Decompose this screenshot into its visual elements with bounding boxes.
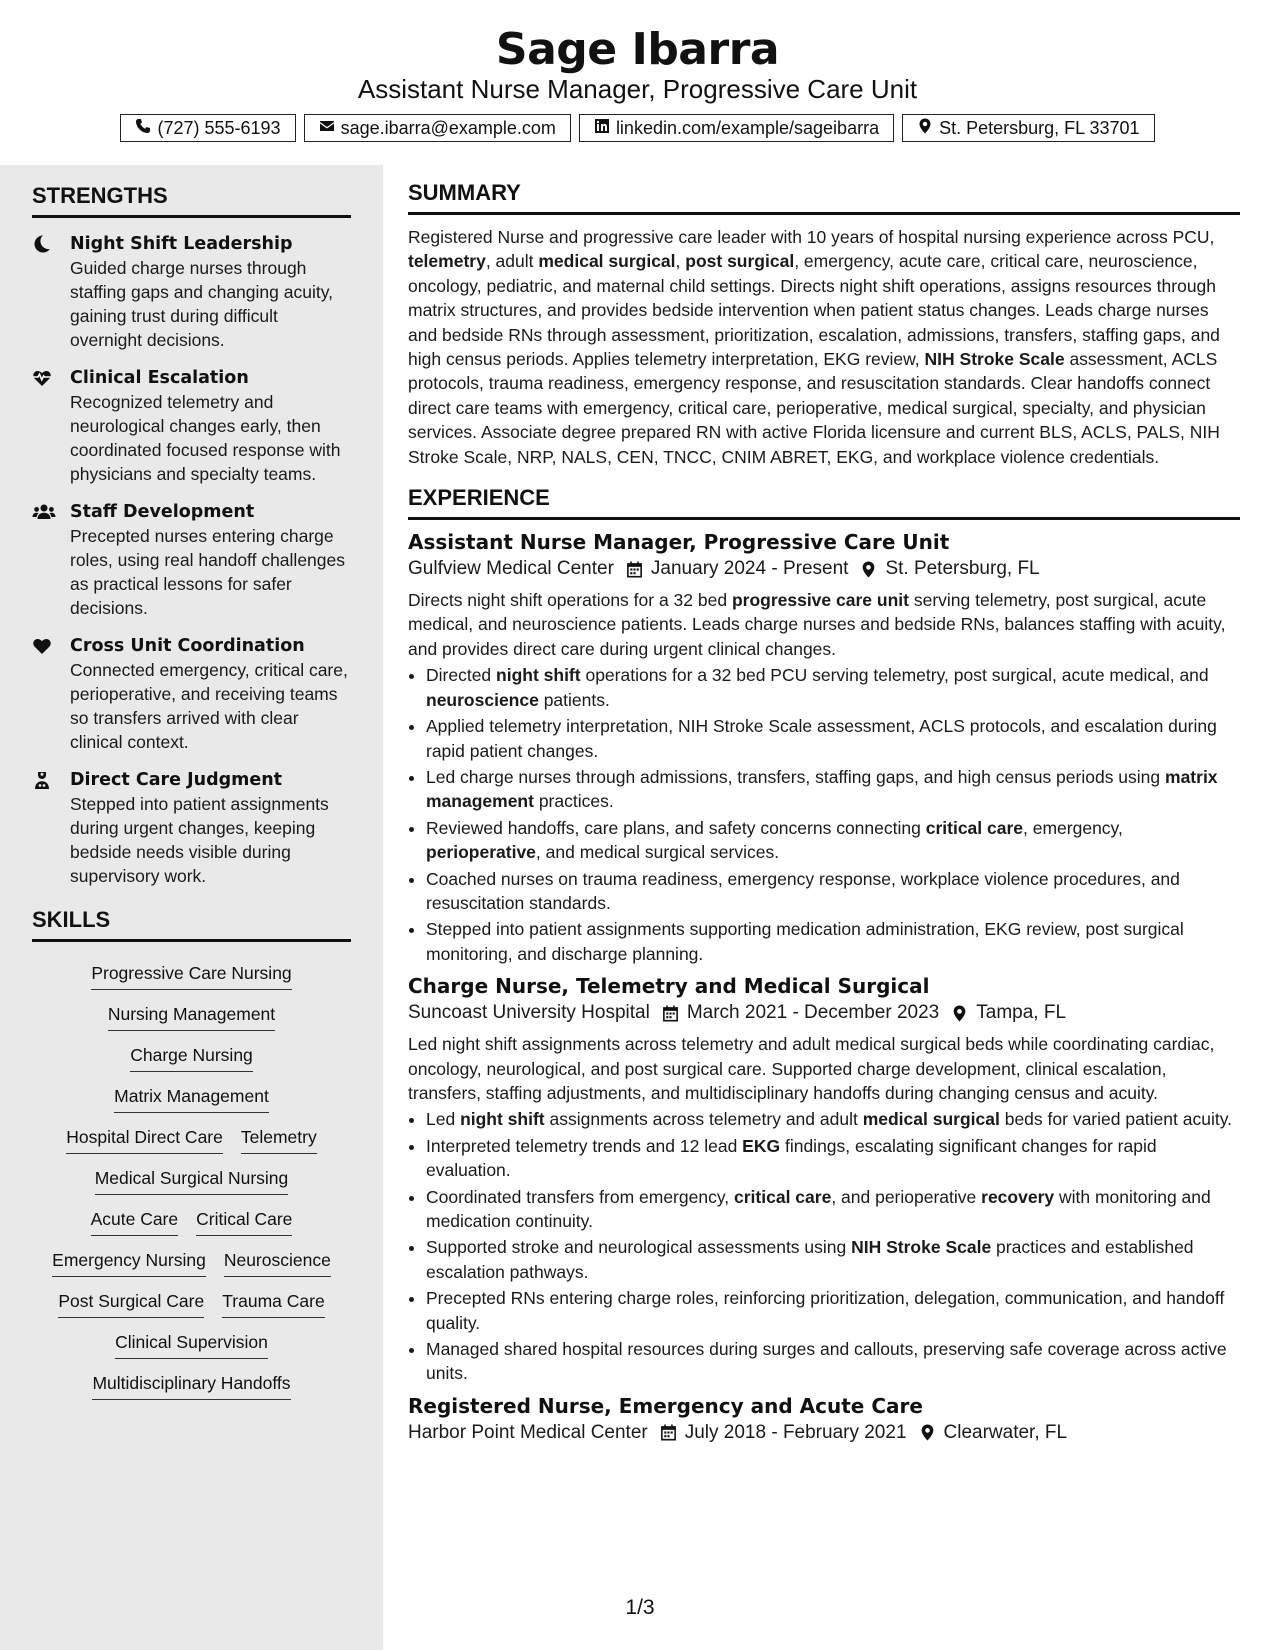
skill-tag: Critical Care: [196, 1206, 292, 1236]
map-pin-icon: [917, 118, 933, 139]
job-meta: [408, 1002, 1240, 1024]
job-title: Registered Nurse, Emergency and Acute Care: [408, 1393, 923, 1418]
text-run: Registered Nurse and progressive care leader with 10 years of hospital nursing experience across PCU,: [408, 227, 1215, 247]
skills-list: [32, 960, 351, 1400]
main-content: [408, 180, 1240, 1452]
emphasis-text: progressive care unit: [731, 590, 909, 611]
contact-linkedin-text: linkedin.com/example/sageibarra: [615, 117, 880, 138]
contact-location: [902, 114, 1154, 142]
text-run: findings, escalating significant changes for rapid evaluation.: [426, 1135, 1157, 1181]
bullet-item: [426, 663, 1240, 712]
text-run: Led night shift assignments across telemetry and adult medical surgical beds while coordinating cardiac, oncology, neurological, and post surgical care. Supported charge development, clinical escalation, transfers, staffing adjustments, and multidisciplinary handoffs during changing census and acuity.: [408, 1034, 1215, 1103]
job-entry: [408, 974, 1240, 1386]
skill-tag: Nursing Management: [108, 1001, 275, 1031]
strength-item: [32, 366, 351, 486]
skill-tag: Charge Nursing: [130, 1042, 253, 1072]
skill-row: [114, 1083, 269, 1113]
heart-icon: [32, 634, 56, 754]
strengths-section: [32, 183, 351, 902]
skill-row: [115, 1329, 268, 1359]
bullet-item: [426, 917, 1240, 966]
text-run: , and perioperative: [831, 1186, 982, 1207]
job-location: Tampa, FL: [976, 1002, 1067, 1024]
skill-row: [92, 1370, 290, 1400]
map-pin-icon: [919, 1424, 936, 1441]
job-meta: [408, 558, 1240, 580]
text-run: , emergency,: [1023, 817, 1123, 838]
strength-title: Direct Care Judgment: [70, 770, 283, 790]
text-run: with monitoring and medication continuity.: [426, 1186, 1211, 1231]
skill-tag: Matrix Management: [114, 1083, 269, 1113]
strength-title: Cross Unit Coordination: [70, 636, 305, 656]
job-location: Clearwater, FL: [943, 1421, 1068, 1443]
emphasis-text: critical care: [925, 817, 1024, 838]
contact-location-text: St. Petersburg, FL 33701: [939, 117, 1140, 138]
candidate-headline: Assistant Nurse Manager, Progressive Care Unit: [357, 74, 918, 104]
skill-tag: Post Surgical Care: [58, 1288, 204, 1318]
calendar-icon: [626, 561, 643, 578]
sidebar: [0, 165, 383, 1650]
page-number: 1/3: [625, 1596, 655, 1619]
text-run: Led: [426, 1109, 461, 1130]
skill-row: [58, 1288, 324, 1318]
skill-tag: Hospital Direct Care: [66, 1124, 223, 1154]
skill-tag: Multidisciplinary Handoffs: [92, 1370, 290, 1400]
nurse-icon: [32, 768, 56, 888]
strength-description: Precepted nurses entering charge roles, using real handoff challenges as practical lessons for safer decisions.: [70, 526, 346, 618]
bullet-item: [426, 1185, 1240, 1234]
bullet-item: [426, 867, 1240, 916]
text-run: Directs night shift operations for a 32 bed: [408, 590, 732, 611]
text-run: , and medical surgical services.: [535, 842, 780, 863]
skill-tag: Emergency Nursing: [52, 1247, 206, 1277]
moon-icon: [32, 232, 56, 352]
text-run: Stepped into patient assignments supporting medication administration, EKG review, post surgical monitoring, and discharge planning.: [426, 919, 1184, 964]
users-icon: [32, 500, 56, 620]
candidate-name: Sage Ibarra: [495, 24, 780, 75]
text-run: Reviewed handoffs, care plans, and safety concerns connecting: [426, 817, 926, 838]
job-description: [408, 588, 1240, 661]
emphasis-text: EKG: [742, 1135, 781, 1156]
text-run: , emergency, acute care, critical care, neuroscience, oncology, pediatric, and maternal child settings. Directs night shift operations, assigns resources through matrix structures, and provides bedside intervention when patient status changes. Leads charge nurses and bedside RNs through assessment, prioritization, escalation, admissions, transfers, staffing gaps, and high census periods. Applies telemetry interpretation, EKG review,: [408, 251, 1220, 370]
job-bullets: [408, 663, 1240, 966]
text-run: serving telemetry, post surgical, acute medical, and neuroscience patients. Leads charge nurses and bedside RNs, balances staffing with acuity, and provides direct care during urgent clinical changes.: [408, 590, 1226, 659]
job-dates: July 2018 - February 2021: [684, 1421, 907, 1443]
job-title: Assistant Nurse Manager, Progressive Care Unit: [408, 530, 950, 555]
heart-pulse-icon: [32, 366, 56, 486]
skills-heading: SKILLS: [32, 907, 351, 942]
emphasis-text: telemetry: [408, 251, 486, 272]
phone-icon: [135, 118, 151, 139]
linkedin-icon: [594, 118, 610, 139]
strength-item: [32, 768, 351, 888]
emphasis-text: post surgical: [685, 251, 795, 272]
text-run: , adult: [485, 251, 539, 272]
strength-item: [32, 634, 351, 754]
bullet-item: [426, 1286, 1240, 1335]
contact-phone-text: (727) 555-6193: [157, 117, 281, 138]
summary-heading: SUMMARY: [408, 180, 1240, 215]
text-run: Coordinated transfers from emergency,: [426, 1186, 735, 1207]
skill-tag: Acute Care: [91, 1206, 179, 1236]
skill-row: [52, 1247, 331, 1277]
job-entry: [408, 530, 1240, 966]
skill-row: [66, 1124, 316, 1154]
text-run: Coached nurses on trauma readiness, emergency response, workplace violence procedures, and resuscitation standards.: [426, 868, 1180, 913]
bullet-item: [426, 816, 1240, 865]
resume-header: [0, 0, 1275, 165]
contact-phone[interactable]: [120, 114, 295, 142]
text-run: assessment, ACLS protocols, trauma readiness, emergency response, and resuscitation standards. Clear handoffs connect direct care teams with emergency, critical care, perioperative, medical surgical, specialty, and physician services. Associate degree prepared RN with active Florida licensure and current BLS, ACLS, PALS, NIH Stroke Scale, NRP, NALS, CEN, TNCC, CNIM ABRET, EKG, and workplace violence credentials.: [408, 349, 1220, 467]
job-dates: January 2024 - Present: [650, 558, 849, 580]
skill-tag: Progressive Care Nursing: [91, 960, 291, 990]
contact-linkedin[interactable]: [579, 114, 894, 142]
skill-tag: Clinical Supervision: [115, 1329, 268, 1359]
bullet-item: [426, 714, 1240, 763]
strengths-heading: STRENGTHS: [32, 183, 351, 218]
strength-title: Clinical Escalation: [70, 368, 249, 388]
text-run: Applied telemetry interpretation, NIH Stroke Scale assessment, ACLS protocols, and escalation during rapid patient changes.: [426, 716, 1217, 761]
emphasis-text: medical surgical: [862, 1109, 1000, 1130]
emphasis-text: night shift: [496, 665, 581, 686]
skill-row: [95, 1165, 289, 1195]
map-pin-icon: [860, 561, 877, 578]
text-run: assignments across telemetry and adult: [544, 1109, 863, 1130]
map-pin-icon: [951, 1005, 968, 1022]
strength-item: [32, 232, 351, 352]
skill-tag: Telemetry: [241, 1124, 317, 1154]
bullet-item: [426, 765, 1240, 814]
emphasis-text: recovery: [981, 1186, 1055, 1207]
calendar-icon: [660, 1424, 677, 1441]
bullet-item: [426, 1134, 1240, 1183]
experience-list: [408, 530, 1240, 1444]
skill-row: [108, 1001, 275, 1031]
strength-description: Recognized telemetry and neurological changes early, then coordinated focused response with physicians and specialty teams.: [70, 392, 341, 484]
text-run: Supported stroke and neurological assessments using: [426, 1237, 852, 1258]
job-bullets: [408, 1107, 1240, 1385]
envelope-icon: [319, 118, 335, 139]
job-employer: Suncoast University Hospital: [408, 1002, 650, 1024]
text-run: practices and established escalation pathways.: [426, 1237, 1194, 1282]
text-run: patients.: [538, 689, 610, 710]
strength-description: Stepped into patient assignments during urgent changes, keeping bedside needs visible during supervisory work.: [70, 794, 329, 886]
strength-title: Night Shift Leadership: [70, 234, 293, 254]
text-run: Precepted RNs entering charge roles, reinforcing prioritization, delegation, communication, and handoff quality.: [426, 1288, 1225, 1333]
strength-item: [32, 500, 351, 620]
job-location: St. Petersburg, FL: [885, 558, 1040, 580]
text-run: ,: [675, 251, 686, 272]
contact-email[interactable]: [304, 114, 571, 142]
emphasis-text: medical surgical: [538, 251, 676, 272]
bullet-item: [426, 1107, 1240, 1131]
job-dates: March 2021 - December 2023: [686, 1002, 940, 1024]
emphasis-text: critical care: [734, 1186, 832, 1207]
job-entry: [408, 1394, 1240, 1444]
skill-row: [130, 1042, 253, 1072]
emphasis-text: night shift: [460, 1109, 545, 1130]
job-meta: [408, 1422, 1240, 1444]
text-run: practices.: [533, 791, 614, 812]
skills-section: [32, 907, 351, 1400]
text-run: Directed: [426, 665, 497, 686]
text-run: operations for a 32 bed PCU serving telemetry, post surgical, acute medical, and: [580, 665, 1209, 686]
strength-title: Staff Development: [70, 502, 255, 522]
strength-description: Guided charge nurses through staffing gaps and changing acuity, gaining trust during difficult overnight decisions.: [70, 258, 334, 350]
experience-heading: EXPERIENCE: [408, 485, 1240, 520]
job-employer: Harbor Point Medical Center: [408, 1421, 648, 1443]
calendar-icon: [662, 1005, 679, 1022]
text-run: beds for varied patient acuity.: [999, 1109, 1233, 1130]
emphasis-text: neuroscience: [426, 689, 539, 710]
text-run: Managed shared hospital resources during surges and callouts, preserving safe coverage across active units.: [426, 1339, 1227, 1384]
emphasis-text: perioperative: [426, 842, 536, 863]
skill-row: [91, 960, 291, 990]
strength-description: Connected emergency, critical care, perioperative, and receiving teams so transfers arrived with clear clinical context.: [70, 660, 348, 752]
bullet-item: [426, 1235, 1240, 1284]
skill-tag: Medical Surgical Nursing: [95, 1165, 289, 1195]
job-description: [408, 1032, 1240, 1105]
skill-tag: Neuroscience: [224, 1247, 331, 1277]
contact-email-text: sage.ibarra@example.com: [340, 117, 556, 138]
job-title: Charge Nurse, Telemetry and Medical Surgical: [408, 974, 930, 999]
text-run: Led charge nurses through admissions, transfers, staffing gaps, and high census periods using: [426, 766, 1166, 787]
emphasis-text: matrix management: [426, 766, 1218, 812]
summary-text: [408, 225, 1240, 469]
job-employer: Gulfview Medical Center: [408, 558, 614, 580]
emphasis-text: NIH Stroke Scale: [851, 1237, 992, 1258]
skill-tag: Trauma Care: [222, 1288, 324, 1318]
contact-bar: [0, 114, 1275, 142]
bullet-item: [426, 1337, 1240, 1386]
skill-row: [91, 1206, 293, 1236]
text-run: Interpreted telemetry trends and 12 lead: [426, 1135, 743, 1156]
emphasis-text: NIH Stroke Scale: [924, 349, 1065, 370]
